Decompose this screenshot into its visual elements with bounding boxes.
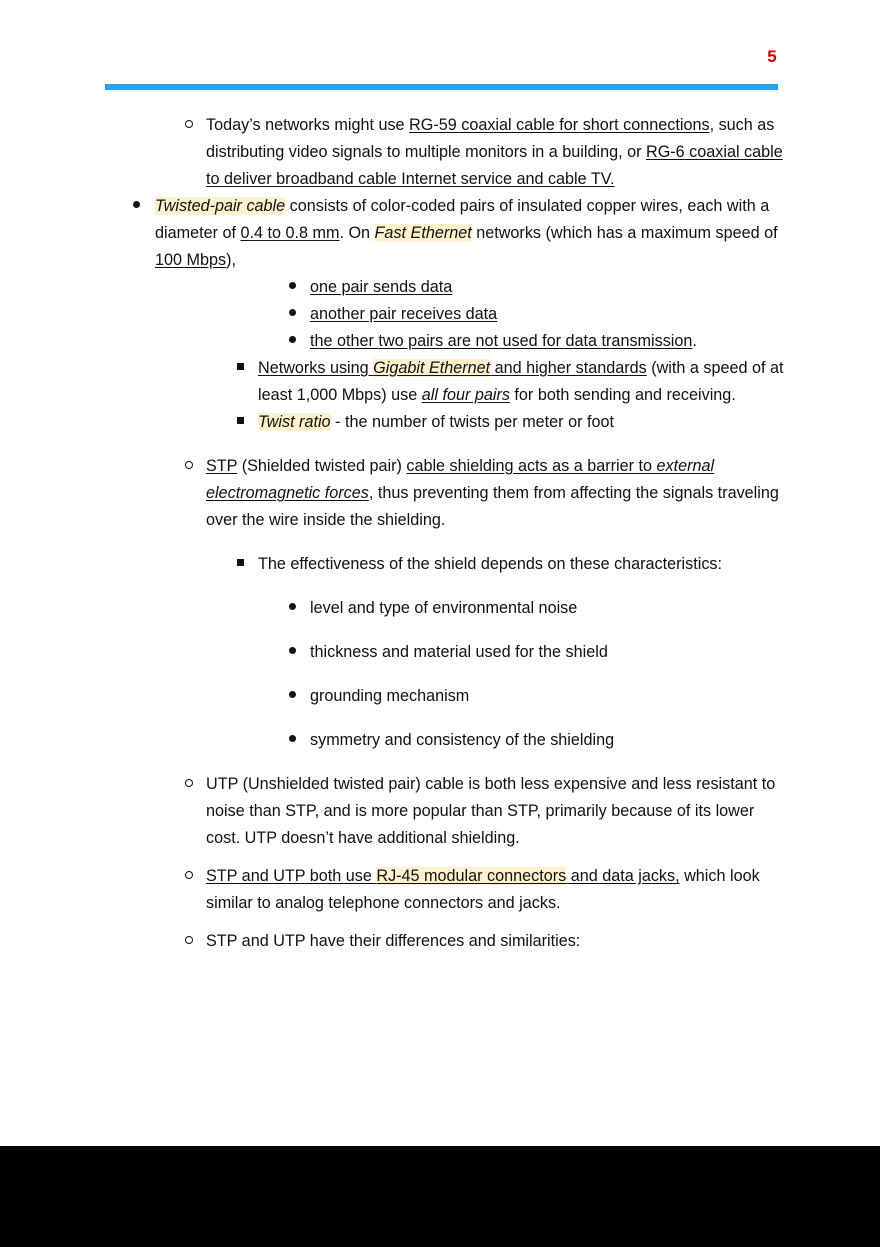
gigabit-segment-4: for both sending and receiving. bbox=[509, 386, 736, 404]
list-item-text: STP and UTP have their differences and similarities: bbox=[206, 932, 581, 950]
list-item-utp-definition bbox=[185, 771, 880, 852]
coax-rg59-underlined: RG-59 coaxial cable for short connections bbox=[409, 116, 710, 134]
fast-ethernet-term-highlight: Fast Ethernet bbox=[374, 224, 472, 242]
ring-bullet-icon bbox=[185, 771, 206, 798]
coax-text-segment-1: Today’s networks might use bbox=[206, 116, 410, 134]
list-item-coaxial-cable bbox=[185, 112, 880, 193]
page-content bbox=[0, 112, 880, 955]
twisted-pair-segment-2: . On bbox=[339, 224, 375, 242]
pair-usage-item-2: the other two pairs are not used for data transmission bbox=[310, 332, 693, 350]
dot-bullet-icon bbox=[289, 595, 310, 622]
gigabit-segment-2: and higher standards bbox=[490, 359, 647, 377]
twisted-pair-segment-4: ), bbox=[226, 251, 236, 269]
twisted-pair-segment-1: consists of color-coded pairs of insulated copper wires, each with a diameter of bbox=[155, 197, 770, 242]
stp-segment-2-underlined: cable shielding acts as a barrier to bbox=[406, 457, 657, 475]
list-item-text bbox=[310, 274, 785, 301]
list-item-pair-receives bbox=[289, 301, 880, 328]
stp-segment-4: , thus preventing them from affecting the signals traveling over the wire inside the shielding. bbox=[206, 484, 779, 529]
bottom-black-band bbox=[0, 1146, 880, 1247]
dot-bullet-icon bbox=[289, 301, 310, 328]
ring-bullet-icon bbox=[185, 863, 206, 890]
gigabit-all-four-pairs: all four pairs bbox=[421, 386, 510, 404]
dot-bullet-icon bbox=[289, 727, 310, 754]
gigabit-segment-1: Networks using bbox=[258, 359, 374, 377]
connectors-segment-2: and data jacks, bbox=[566, 867, 680, 885]
list-item-shield-effectiveness-intro bbox=[237, 551, 880, 578]
dot-bullet-icon bbox=[133, 193, 154, 220]
list-item-text bbox=[310, 328, 785, 355]
list-item-text bbox=[310, 301, 785, 328]
list-item-text: symmetry and consistency of the shielding bbox=[310, 731, 615, 749]
stp-external-forces-italic: external electromagnetic forces bbox=[206, 457, 715, 502]
gigabit-segment-3: (with a speed of at least 1,000 Mbps) use bbox=[258, 359, 784, 404]
twist-ratio-definition: - the number of twists per meter or foot bbox=[330, 413, 614, 431]
list-item-stp-utp-differences bbox=[185, 928, 880, 955]
list-item-text bbox=[206, 453, 790, 534]
stp-segment-1: (Shielded twisted pair) bbox=[237, 457, 407, 475]
stp-abbreviation-underlined: STP bbox=[206, 457, 238, 475]
list-item-rj45-connectors bbox=[185, 863, 880, 917]
list-item-twist-ratio bbox=[237, 409, 880, 436]
square-bullet-icon bbox=[237, 355, 258, 382]
pair-usage-item-1: another pair receives data bbox=[310, 305, 498, 323]
list-item-text: UTP (Unshielded twisted pair) cable is both less expensive and less resistant to noise than STP, and is more popular than STP, primarily because of its lower cost. UTP doesn’t have additional shielding. bbox=[206, 775, 776, 847]
ring-bullet-icon bbox=[185, 928, 206, 955]
list-item-text bbox=[258, 409, 785, 436]
square-bullet-icon bbox=[237, 551, 258, 578]
list-item-twisted-pair-cable bbox=[133, 193, 880, 274]
ring-bullet-icon bbox=[185, 453, 206, 480]
list-item-shield-symmetry bbox=[289, 727, 880, 754]
list-item-shield-grounding bbox=[289, 683, 880, 710]
pair-usage-item-0: one pair sends data bbox=[310, 278, 453, 296]
list-item-stp-definition bbox=[185, 453, 880, 534]
list-item-text: grounding mechanism bbox=[310, 687, 470, 705]
dot-bullet-icon bbox=[289, 683, 310, 710]
twisted-pair-speed-underlined: 100 Mbps bbox=[155, 251, 227, 269]
pair-usage-period: . bbox=[692, 332, 697, 350]
twisted-pair-diameter-underlined: 0.4 to 0.8 mm bbox=[240, 224, 340, 242]
list-item-gigabit-ethernet bbox=[237, 355, 880, 409]
dot-bullet-icon bbox=[289, 274, 310, 301]
list-item-text bbox=[155, 193, 780, 274]
header-divider-rule bbox=[105, 84, 778, 90]
coax-text-segment-3: , such as distributing video signals to multiple monitors in a building, or bbox=[206, 116, 775, 161]
list-item-text bbox=[206, 112, 790, 193]
list-item-pair-sends bbox=[289, 274, 880, 301]
dot-bullet-icon bbox=[289, 328, 310, 355]
list-item-shield-noise bbox=[289, 595, 880, 622]
connectors-segment-1: STP and UTP both use bbox=[206, 867, 377, 885]
connectors-segment-3: which look similar to analog telephone connectors and jacks. bbox=[206, 867, 760, 912]
coax-rg6-underlined: RG-6 coaxial cable to deliver broadband cable Internet service and cable TV. bbox=[206, 143, 783, 188]
list-item-text bbox=[258, 355, 785, 409]
gigabit-ethernet-term-highlight: Gigabit Ethernet bbox=[373, 359, 491, 377]
twisted-pair-segment-3: networks (which has a maximum speed of bbox=[471, 224, 778, 242]
list-item-text: level and type of environmental noise bbox=[310, 599, 578, 617]
list-item-text: The effectiveness of the shield depends on these characteristics: bbox=[258, 555, 723, 573]
list-item-shield-thickness bbox=[289, 639, 880, 666]
ring-bullet-icon bbox=[185, 112, 206, 139]
rj45-term-highlight: RJ-45 modular connectors bbox=[376, 867, 567, 885]
list-item-pairs-unused bbox=[289, 328, 880, 355]
dot-bullet-icon bbox=[289, 639, 310, 666]
list-item-text: thickness and material used for the shield bbox=[310, 643, 608, 661]
square-bullet-icon bbox=[237, 409, 258, 436]
list-item-text bbox=[206, 863, 790, 917]
page-number: 5 bbox=[767, 47, 777, 66]
twisted-pair-term-highlight: Twisted-pair cable bbox=[155, 197, 286, 215]
twist-ratio-term-highlight: Twist ratio bbox=[258, 413, 331, 431]
